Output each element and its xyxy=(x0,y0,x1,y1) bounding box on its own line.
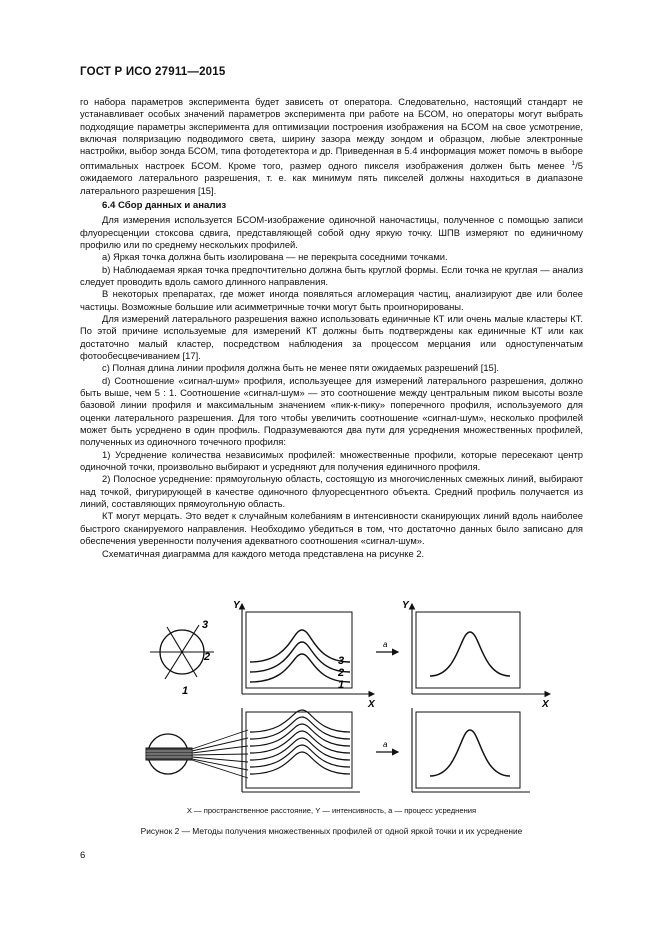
list-item: b) Наблюдаемая яркая точка предпочтительно должна быть круглой формы. Если точка не круглая — анализ следует проводить вдоль самого длинного направления. xyxy=(80,263,583,287)
arrow-label: a xyxy=(383,740,388,749)
page-number: 6 xyxy=(80,850,86,861)
paragraph-text: го набора параметров эксперимента будет зависеть от оператора. Следовательно, настоящий стандарт не устанавливает особых значений параметров эксперимента при работе на БСОМ, но операторы могут выбрать подходящие параметры эксперимента для оптимизации построения изображения на БСОМ на свое усмотрение, включая поляризацию подводимого света, ширину зазора между зондом и образцом, любые электронные настройки, выбор зонда БСОМ, типа фотодетектора и др. Приведенная в 5.4 информация может помочь в выборе оптимальных настроек БСОМ. Кроме того, размер одного пикселя изображения должен быть менее xyxy=(80,96,583,171)
y-axis-label: Y xyxy=(402,600,409,611)
x-axis-label: X xyxy=(542,699,549,710)
paragraph: Для измерений латерального разрешения важно использовать единичные КТ или очень малые кластеры КТ. По этой причине используемые для измерений КТ должны быть подтверждены как единичные КТ или как достаточно малый кластер, посредством наблюдения за процессом мерцания или одноступенчатым фотообесцвечиванием [17]. xyxy=(80,312,583,361)
paragraph xyxy=(80,96,583,197)
paragraph: КТ могут мерцать. Это ведет к случайным колебаниям в интенсивности сканирующих линий вдоль наиболее быстрого сканируемого направления. Необходимо убедиться в том, что достаточно данных было записано для обеспечения уверенности получения адекватного соотношения «сигнал-шум». xyxy=(80,510,583,547)
paragraph: Схематичная диаграмма для каждого метода представлена на рисунке 2. xyxy=(102,547,425,559)
profiles-plot-top xyxy=(233,600,376,710)
line-label: 1 xyxy=(182,685,189,697)
figure-legend: X — пространственное расстояние, Y — интенсивность, a — процесс усреднения xyxy=(186,806,477,815)
document-header: ГОСТ Р ИСО 27911—2015 xyxy=(80,66,226,78)
curve-label: 3 xyxy=(338,655,345,667)
averaging-arrow-bottom xyxy=(376,740,398,752)
section-heading: 6.4 Сбор данных и анализ xyxy=(102,199,227,211)
spot-with-profile-lines-icon xyxy=(150,619,214,697)
line-label: 2 xyxy=(204,651,211,663)
y-axis-label: Y xyxy=(233,600,240,611)
spot-with-band-icon xyxy=(146,730,248,778)
averaging-arrow-top xyxy=(376,640,398,652)
list-item: а) Яркая точка должна быть изолирована — не перекрыта соседними точками. xyxy=(102,251,448,263)
paragraph: В некоторых препаратах, где может иногда появляться агломерация частиц, анализируют две или более частицы. Возможные большие или асимметричные точки могут быть проигнорированы. xyxy=(80,288,583,312)
x-axis-label: X xyxy=(368,699,375,710)
averaged-profile-plot-top xyxy=(402,600,550,710)
paragraph-text: ожидаемого латерального разрешения, т. е. как минимум пять пикселей должны находиться в диапазоне латерального разрешения [15]. xyxy=(80,172,583,196)
line-label: 3 xyxy=(202,619,209,631)
profiles-plot-bottom xyxy=(242,708,360,792)
body-text xyxy=(80,96,583,560)
fraction-denominator: /5 xyxy=(575,159,583,171)
figure-2-diagram xyxy=(130,592,560,802)
list-item: с) Полная длина линии профиля должна быть не менее пяти ожидаемых разрешений [15]. xyxy=(102,362,499,374)
fraction-numerator: 1 xyxy=(571,159,576,167)
averaged-profile-plot-bottom xyxy=(412,708,530,792)
figure-caption: Рисунок 2 — Методы получения множественных профилей от одной яркой точки и их усреднение xyxy=(140,826,523,836)
curve-label: 2 xyxy=(338,667,345,679)
list-item: 1) Усреднение количества независимых профилей: множественные профили, которые пересекают центр одиночной точки, произвольно выбирают и усредняют для получения единичного профиля. xyxy=(80,448,583,473)
list-item: d) Соотношение «сигнал-шум» профиля, используещее для измерений латерального разрешения, должно быть выше, чем 5 : 1. Соотношение «сигнал-шум» — это соотношение между центральным пиком высоты возле базовой линии профиля и максимальным значением «пик-к-пику» поперечного профиля, используемого для оценки латерального разрешения. Для того чтобы увеличить соотношение «сигнал-шум», несколько профилей может быть усреднено в один профиль. Подразумеваются два пути для усреднения множественных профилей, полученных из одиночного точечного профиля: xyxy=(80,374,583,448)
paragraph: Для измерения используется БСОМ-изображение одиночной наночастицы, полученное с помощью записи флуоресценции стоксова сдвига, представляющей собой одну яркую точку. ШПВ измеряют по единичному профилю или по среднему нескольких профилей. xyxy=(80,214,583,250)
curve-label: 1 xyxy=(338,679,345,691)
arrow-label: a xyxy=(383,640,388,649)
list-item: 2) Полосное усреднение: прямоугольную область, состоящую из многочисленных смежных линий, выбирают над точкой, фигурирующей в качестве одиночного флуоресцентного объекта. Средний профиль получается из линий, составляющих прямоугольную область. xyxy=(80,473,583,510)
